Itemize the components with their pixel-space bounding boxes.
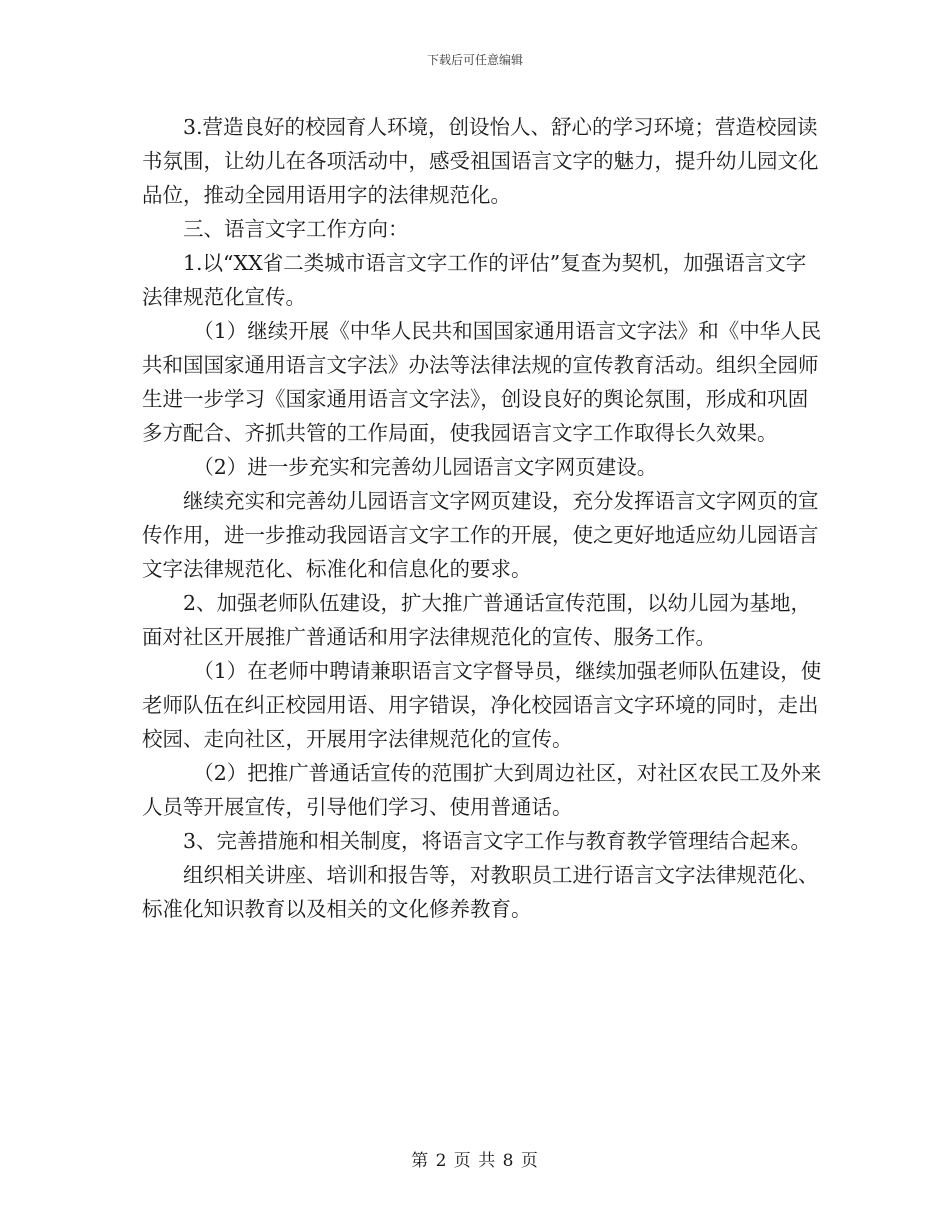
page-footer: 第 2 页 共 8 页 [411,1151,539,1171]
section-heading-3: 三、语言文字工作方向： [183,217,409,241]
paragraph-direction-1: 1.以“XX省二类城市语言文字工作的评估”复查为契机，加强语言文字法律规范化宣传。 [142,251,807,309]
document-body [142,110,822,926]
paragraph-direction-3: 3、完善措施和相关制度，将语言文字工作与教育教学管理结合起来。 [183,829,812,853]
paragraph-webpage-detail: 继续充实和完善幼儿园语言文字网页建设，充分发挥语言文字网页的宣传作用，进一步推动我园语言文字工作的开展，使之更好地适应幼儿园语言文字法律规范化、标准化和信息化的要求。 [142,489,819,581]
paragraph-direction-1-2: （2）进一步充实和完善幼儿园语言文字网页建设。 [193,455,658,479]
paragraph-direction-2-1: （1）在老师中聘请兼职语言文字督导员，继续加强老师队伍建设，使老师队伍在纠正校园用语、用字错误，净化校园语言文字环境的同时，走出校园、走向社区，开展用字法律规范化的宣传。 [142,659,822,751]
paragraph-direction-2: 2、加强老师队伍建设，扩大推广普通话宣传范围，以幼儿园为基地，面对社区开展推广普通话和用字法律规范化的宣传、服务工作。 [142,591,812,649]
paragraph-direction-1-1: （1）继续开展《中华人民共和国国家通用语言文字法》和《中华人民共和国国家通用语言文字法》办法等法律法规的宣传教育活动。组织全园师生进一步学习《国家通用语言文字法》，创设良好的舆论氛围，形成和巩固多方配合、齐抓共管的工作局面，使我园语言文字工作取得长久效果。 [142,319,822,445]
paragraph-direction-2-2: （2）把推广普通话宣传的范围扩大到周边社区，对社区农民工及外来人员等开展宣传，引导他们学习、使用普通话。 [142,761,822,819]
paragraph-goal-3: 3.营造良好的校园育人环境，创设怡人、舒心的学习环境；营造校园读书氛围，让幼儿在各项活动中，感受祖国语言文字的魅力，提升幼儿园文化品位，推动全园用语用字的法律规范化。 [142,115,819,207]
paragraph-training: 组织相关讲座、培训和报告等，对教职员工进行语言文字法律规范化、标准化知识教育以及相关的文化修养教育。 [142,863,819,921]
page-header: 下载后可任意编辑 [426,53,523,67]
